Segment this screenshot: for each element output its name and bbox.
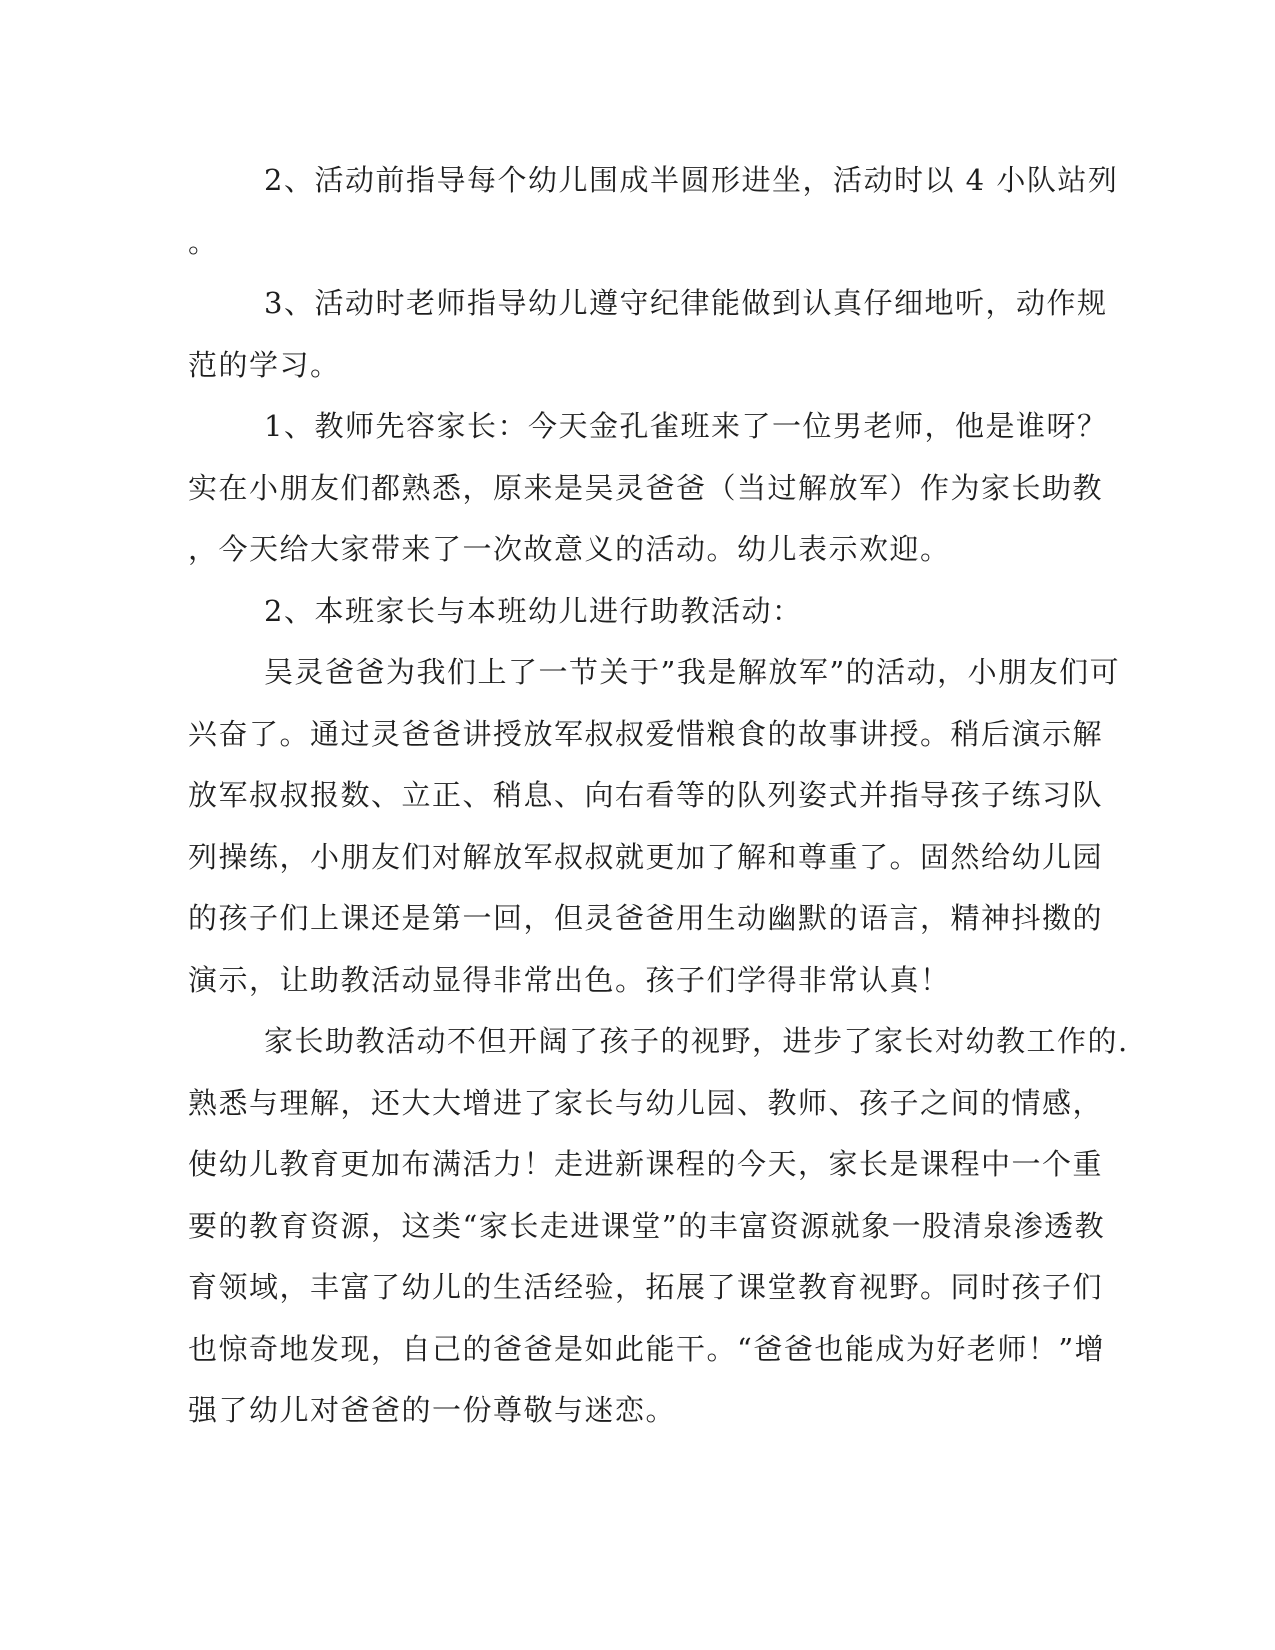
text-line: ，今天给大家带来了一次故意义的活动。幼儿表示欢迎。 <box>188 532 951 566</box>
text-line: 2、活动前指导每个幼儿围成半圆形进坐，活动时以 4 小队站列 <box>264 163 1119 197</box>
text-line: 强了幼儿对爸爸的一份尊敬与迷恋。 <box>188 1393 677 1427</box>
text-line: 家长助教活动不但开阔了孩子的视野，进步了家长对幼教工作的. <box>264 1024 1129 1058</box>
document-body <box>188 150 1129 1442</box>
text-line: 3、活动时老师指导幼儿遵守纪律能做到认真仔细地听，动作规 <box>264 286 1108 320</box>
text-line: 实在小朋友们都熟悉，原来是吴灵爸爸（当过解放军）作为家长助教 <box>188 470 1104 505</box>
text-line: 放军叔叔报数、立正、稍息、向右看等的队列姿式并指导孩子练习队 <box>188 778 1104 812</box>
text-line: 育领域，丰富了幼儿的生活经验，拓展了课堂教育视野。同时孩子们 <box>188 1270 1104 1304</box>
text-line: 也惊奇地发现，自己的爸爸是如此能干。“爸爸也能成为好老师！”增 <box>188 1331 1106 1366</box>
text-line: 兴奋了。通过灵爸爸讲授放军叔叔爱惜粮食的故事讲授。稍后演示解 <box>188 716 1104 751</box>
text-line: 的孩子们上课还是第一回，但灵爸爸用生动幽默的语言，精神抖擞的 <box>188 901 1104 935</box>
text-line: 要的教育资源，这类“家长走进课堂”的丰富资源就象一股清泉渗透教 <box>188 1208 1106 1243</box>
text-line: 1、教师先容家长：今天金孔雀班来了一位男老师，他是谁呀？ <box>264 409 1108 443</box>
text-line: 使幼儿教育更加布满活力！走进新课程的今天，家长是课程中一个重 <box>188 1147 1104 1181</box>
text-line: 熟悉与理解，还大大增进了家长与幼儿园、教师、孩子之间的情感， <box>188 1085 1104 1120</box>
text-line: 吴灵爸爸为我们上了一节关于”我是解放军”的活动，小朋友们可 <box>264 655 1121 689</box>
text-line: 2、本班家长与本班幼儿进行助教活动： <box>264 593 803 628</box>
text-line: 列操练，小朋友们对解放军叔叔就更加了解和尊重了。固然给幼儿园 <box>188 839 1104 874</box>
text-line: 。 <box>188 224 219 259</box>
text-line: 范的学习。 <box>188 347 341 382</box>
text-line: 演示，让助教活动显得非常出色。孩子们学得非常认真！ <box>188 962 951 997</box>
